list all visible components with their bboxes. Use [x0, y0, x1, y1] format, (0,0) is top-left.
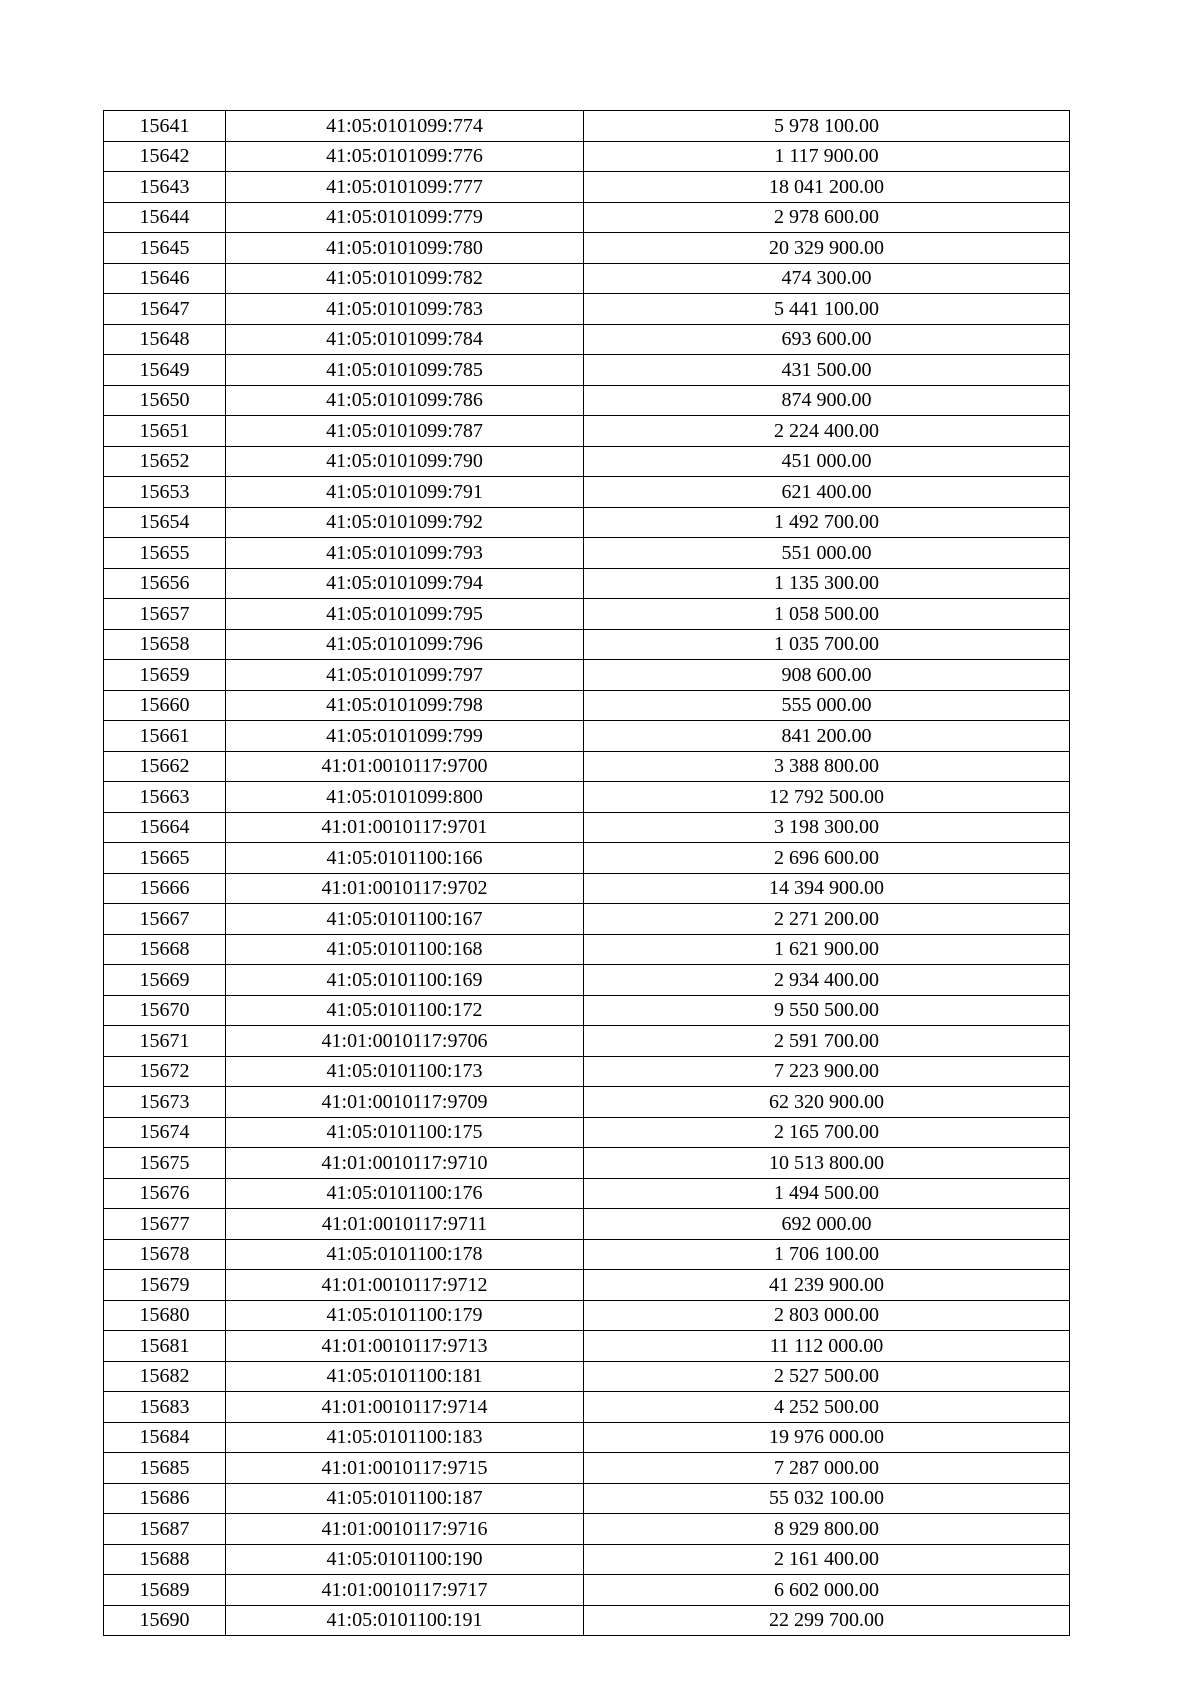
- table-row: [104, 1575, 1070, 1606]
- cadastral-number-cell: 41:05:0101100:176: [226, 1178, 584, 1209]
- cadastral-value-cell: 1 494 500.00: [584, 1178, 1070, 1209]
- row-number-cell: 15654: [104, 507, 226, 538]
- cadastral-number-cell: 41:05:0101099:800: [226, 782, 584, 813]
- cadastral-value-cell: 555 000.00: [584, 690, 1070, 721]
- row-number-cell: 15649: [104, 355, 226, 386]
- row-number-cell: 15662: [104, 751, 226, 782]
- table-row: [104, 1514, 1070, 1545]
- cadastral-value-cell: 11 112 000.00: [584, 1331, 1070, 1362]
- cadastral-value-cell: 1 035 700.00: [584, 629, 1070, 660]
- row-number-cell: 15671: [104, 1026, 226, 1057]
- table-row: [104, 172, 1070, 203]
- cadastral-number-cell: 41:05:0101100:166: [226, 843, 584, 874]
- table-row: [104, 1087, 1070, 1118]
- cadastral-value-cell: 1 492 700.00: [584, 507, 1070, 538]
- cadastral-number-cell: 41:01:0010117:9717: [226, 1575, 584, 1606]
- row-number-cell: 15690: [104, 1605, 226, 1636]
- cadastral-number-cell: 41:05:0101099:776: [226, 141, 584, 172]
- cadastral-number-cell: 41:01:0010117:9702: [226, 873, 584, 904]
- cadastral-number-cell: 41:05:0101099:799: [226, 721, 584, 752]
- cadastral-number-cell: 41:05:0101099:786: [226, 385, 584, 416]
- row-number-cell: 15642: [104, 141, 226, 172]
- row-number-cell: 15672: [104, 1056, 226, 1087]
- row-number-cell: 15668: [104, 934, 226, 965]
- cadastral-number-cell: 41:05:0101099:782: [226, 263, 584, 294]
- cadastral-value-cell: 1 058 500.00: [584, 599, 1070, 630]
- table-row: [104, 721, 1070, 752]
- table-row: [104, 233, 1070, 264]
- cadastral-value-cell: 841 200.00: [584, 721, 1070, 752]
- table-row: [104, 995, 1070, 1026]
- table-row: [104, 873, 1070, 904]
- row-number-cell: 15685: [104, 1453, 226, 1484]
- table-row: [104, 782, 1070, 813]
- table-row: [104, 568, 1070, 599]
- cadastral-value-cell: 7 287 000.00: [584, 1453, 1070, 1484]
- table-row: [104, 1178, 1070, 1209]
- cadastral-value-cell: 1 706 100.00: [584, 1239, 1070, 1270]
- cadastral-number-cell: 41:05:0101100:181: [226, 1361, 584, 1392]
- cadastral-number-cell: 41:05:0101099:796: [226, 629, 584, 660]
- table-row: [104, 1483, 1070, 1514]
- cadastral-value-cell: 2 527 500.00: [584, 1361, 1070, 1392]
- cadastral-value-cell: 551 000.00: [584, 538, 1070, 569]
- table-row: [104, 385, 1070, 416]
- cadastral-number-cell: 41:05:0101100:179: [226, 1300, 584, 1331]
- table-row: [104, 1361, 1070, 1392]
- cadastral-number-cell: 41:01:0010117:9716: [226, 1514, 584, 1545]
- table-row: [104, 660, 1070, 691]
- table-row: [104, 263, 1070, 294]
- table-row: [104, 934, 1070, 965]
- cadastral-value-cell: 2 165 700.00: [584, 1117, 1070, 1148]
- cadastral-number-cell: 41:05:0101099:794: [226, 568, 584, 599]
- row-number-cell: 15645: [104, 233, 226, 264]
- row-number-cell: 15677: [104, 1209, 226, 1240]
- cadastral-number-cell: 41:01:0010117:9710: [226, 1148, 584, 1179]
- row-number-cell: 15646: [104, 263, 226, 294]
- cadastral-number-cell: 41:05:0101100:173: [226, 1056, 584, 1087]
- table-row: [104, 690, 1070, 721]
- table-row: [104, 446, 1070, 477]
- row-number-cell: 15684: [104, 1422, 226, 1453]
- cadastral-value-cell: 1 135 300.00: [584, 568, 1070, 599]
- table-row: [104, 355, 1070, 386]
- table-row: [104, 538, 1070, 569]
- cadastral-number-cell: 41:05:0101099:798: [226, 690, 584, 721]
- table-row: [104, 1331, 1070, 1362]
- cadastral-value-cell: 4 252 500.00: [584, 1392, 1070, 1423]
- cadastral-number-cell: 41:05:0101099:790: [226, 446, 584, 477]
- cadastral-number-cell: 41:01:0010117:9709: [226, 1087, 584, 1118]
- cadastral-number-cell: 41:05:0101099:787: [226, 416, 584, 447]
- row-number-cell: 15689: [104, 1575, 226, 1606]
- cadastral-value-cell: 55 032 100.00: [584, 1483, 1070, 1514]
- cadastral-number-cell: 41:05:0101099:774: [226, 111, 584, 142]
- table-row: [104, 507, 1070, 538]
- cadastral-number-cell: 41:05:0101100:167: [226, 904, 584, 935]
- row-number-cell: 15647: [104, 294, 226, 325]
- cadastral-number-cell: 41:01:0010117:9714: [226, 1392, 584, 1423]
- cadastral-number-cell: 41:05:0101099:792: [226, 507, 584, 538]
- cadastral-number-cell: 41:05:0101099:780: [226, 233, 584, 264]
- cadastral-number-cell: 41:05:0101100:191: [226, 1605, 584, 1636]
- table-row: [104, 1148, 1070, 1179]
- row-number-cell: 15673: [104, 1087, 226, 1118]
- cadastral-number-cell: 41:01:0010117:9706: [226, 1026, 584, 1057]
- cadastral-value-cell: 9 550 500.00: [584, 995, 1070, 1026]
- cadastral-value-cell: 2 271 200.00: [584, 904, 1070, 935]
- cadastral-value-cell: 19 976 000.00: [584, 1422, 1070, 1453]
- cadastral-value-cell: 3 388 800.00: [584, 751, 1070, 782]
- cadastral-value-cell: 20 329 900.00: [584, 233, 1070, 264]
- cadastral-value-cell: 2 978 600.00: [584, 202, 1070, 233]
- cadastral-value-cell: 7 223 900.00: [584, 1056, 1070, 1087]
- cadastral-value-cell: 1 117 900.00: [584, 141, 1070, 172]
- cadastral-number-cell: 41:05:0101099:783: [226, 294, 584, 325]
- cadastral-number-cell: 41:05:0101100:169: [226, 965, 584, 996]
- cadastral-value-cell: 22 299 700.00: [584, 1605, 1070, 1636]
- row-number-cell: 15686: [104, 1483, 226, 1514]
- row-number-cell: 15660: [104, 690, 226, 721]
- cadastral-number-cell: 41:05:0101099:785: [226, 355, 584, 386]
- cadastral-number-cell: 41:01:0010117:9712: [226, 1270, 584, 1301]
- row-number-cell: 15643: [104, 172, 226, 203]
- table-row: [104, 1270, 1070, 1301]
- row-number-cell: 15688: [104, 1544, 226, 1575]
- cadastral-value-cell: 12 792 500.00: [584, 782, 1070, 813]
- cadastral-number-cell: 41:05:0101100:183: [226, 1422, 584, 1453]
- table-row: [104, 1209, 1070, 1240]
- cadastral-value-cell: 3 198 300.00: [584, 812, 1070, 843]
- row-number-cell: 15679: [104, 1270, 226, 1301]
- table-body: [104, 111, 1070, 1636]
- row-number-cell: 15678: [104, 1239, 226, 1270]
- row-number-cell: 15659: [104, 660, 226, 691]
- cadastral-number-cell: 41:05:0101099:793: [226, 538, 584, 569]
- table-row: [104, 1392, 1070, 1423]
- row-number-cell: 15669: [104, 965, 226, 996]
- cadastral-number-cell: 41:05:0101100:168: [226, 934, 584, 965]
- cadastral-value-cell: 2 224 400.00: [584, 416, 1070, 447]
- cadastral-value-cell: 5 978 100.00: [584, 111, 1070, 142]
- table-row: [104, 1056, 1070, 1087]
- cadastral-value-cell: 451 000.00: [584, 446, 1070, 477]
- cadastral-value-cell: 431 500.00: [584, 355, 1070, 386]
- cadastral-value-cell: 621 400.00: [584, 477, 1070, 508]
- row-number-cell: 15676: [104, 1178, 226, 1209]
- table-row: [104, 1026, 1070, 1057]
- row-number-cell: 15641: [104, 111, 226, 142]
- cadastral-number-cell: 41:01:0010117:9711: [226, 1209, 584, 1240]
- row-number-cell: 15653: [104, 477, 226, 508]
- row-number-cell: 15681: [104, 1331, 226, 1362]
- cadastral-value-cell: 692 000.00: [584, 1209, 1070, 1240]
- table-row: [104, 812, 1070, 843]
- row-number-cell: 15661: [104, 721, 226, 752]
- cadastral-value-cell: 693 600.00: [584, 324, 1070, 355]
- cadastral-number-cell: 41:05:0101100:172: [226, 995, 584, 1026]
- cadastral-number-cell: 41:05:0101099:791: [226, 477, 584, 508]
- table-row: [104, 477, 1070, 508]
- table-row: [104, 1117, 1070, 1148]
- table-row: [104, 324, 1070, 355]
- row-number-cell: 15670: [104, 995, 226, 1026]
- row-number-cell: 15687: [104, 1514, 226, 1545]
- row-number-cell: 15650: [104, 385, 226, 416]
- cadastral-value-cell: 474 300.00: [584, 263, 1070, 294]
- row-number-cell: 15680: [104, 1300, 226, 1331]
- row-number-cell: 15655: [104, 538, 226, 569]
- cadastral-value-cell: 2 591 700.00: [584, 1026, 1070, 1057]
- table-row: [104, 904, 1070, 935]
- cadastral-value-cell: 14 394 900.00: [584, 873, 1070, 904]
- table-row: [104, 141, 1070, 172]
- cadastral-number-cell: 41:05:0101099:784: [226, 324, 584, 355]
- cadastral-value-cell: 6 602 000.00: [584, 1575, 1070, 1606]
- table-row: [104, 1453, 1070, 1484]
- cadastral-number-cell: 41:01:0010117:9700: [226, 751, 584, 782]
- table-row: [104, 751, 1070, 782]
- row-number-cell: 15644: [104, 202, 226, 233]
- table-row: [104, 599, 1070, 630]
- cadastral-value-cell: 908 600.00: [584, 660, 1070, 691]
- cadastral-value-cell: 2 934 400.00: [584, 965, 1070, 996]
- cadastral-number-cell: 41:05:0101100:175: [226, 1117, 584, 1148]
- cadastral-value-cell: 2 161 400.00: [584, 1544, 1070, 1575]
- table-row: [104, 111, 1070, 142]
- table-row: [104, 1605, 1070, 1636]
- table-row: [104, 965, 1070, 996]
- cadastral-number-cell: 41:05:0101099:797: [226, 660, 584, 691]
- table-row: [104, 202, 1070, 233]
- table-row: [104, 1239, 1070, 1270]
- row-number-cell: 15658: [104, 629, 226, 660]
- table-row: [104, 416, 1070, 447]
- cadastral-value-cell: 41 239 900.00: [584, 1270, 1070, 1301]
- cadastral-number-cell: 41:05:0101099:795: [226, 599, 584, 630]
- table-row: [104, 843, 1070, 874]
- cadastral-value-table: [103, 110, 1070, 1636]
- row-number-cell: 15682: [104, 1361, 226, 1392]
- cadastral-value-cell: 874 900.00: [584, 385, 1070, 416]
- row-number-cell: 15657: [104, 599, 226, 630]
- row-number-cell: 15665: [104, 843, 226, 874]
- cadastral-value-cell: 62 320 900.00: [584, 1087, 1070, 1118]
- cadastral-number-cell: 41:05:0101100:187: [226, 1483, 584, 1514]
- table-row: [104, 1422, 1070, 1453]
- row-number-cell: 15663: [104, 782, 226, 813]
- table-row: [104, 629, 1070, 660]
- cadastral-number-cell: 41:05:0101099:779: [226, 202, 584, 233]
- row-number-cell: 15683: [104, 1392, 226, 1423]
- table-row: [104, 294, 1070, 325]
- cadastral-number-cell: 41:05:0101099:777: [226, 172, 584, 203]
- cadastral-number-cell: 41:01:0010117:9713: [226, 1331, 584, 1362]
- cadastral-value-cell: 18 041 200.00: [584, 172, 1070, 203]
- row-number-cell: 15652: [104, 446, 226, 477]
- table-row: [104, 1544, 1070, 1575]
- cadastral-value-cell: 1 621 900.00: [584, 934, 1070, 965]
- cadastral-number-cell: 41:01:0010117:9701: [226, 812, 584, 843]
- row-number-cell: 15674: [104, 1117, 226, 1148]
- cadastral-value-cell: 10 513 800.00: [584, 1148, 1070, 1179]
- row-number-cell: 15648: [104, 324, 226, 355]
- row-number-cell: 15675: [104, 1148, 226, 1179]
- row-number-cell: 15667: [104, 904, 226, 935]
- row-number-cell: 15656: [104, 568, 226, 599]
- cadastral-value-cell: 8 929 800.00: [584, 1514, 1070, 1545]
- cadastral-number-cell: 41:05:0101100:190: [226, 1544, 584, 1575]
- row-number-cell: 15666: [104, 873, 226, 904]
- cadastral-value-cell: 2 803 000.00: [584, 1300, 1070, 1331]
- cadastral-value-cell: 5 441 100.00: [584, 294, 1070, 325]
- cadastral-number-cell: 41:01:0010117:9715: [226, 1453, 584, 1484]
- row-number-cell: 15664: [104, 812, 226, 843]
- table-row: [104, 1300, 1070, 1331]
- cadastral-number-cell: 41:05:0101100:178: [226, 1239, 584, 1270]
- row-number-cell: 15651: [104, 416, 226, 447]
- cadastral-value-cell: 2 696 600.00: [584, 843, 1070, 874]
